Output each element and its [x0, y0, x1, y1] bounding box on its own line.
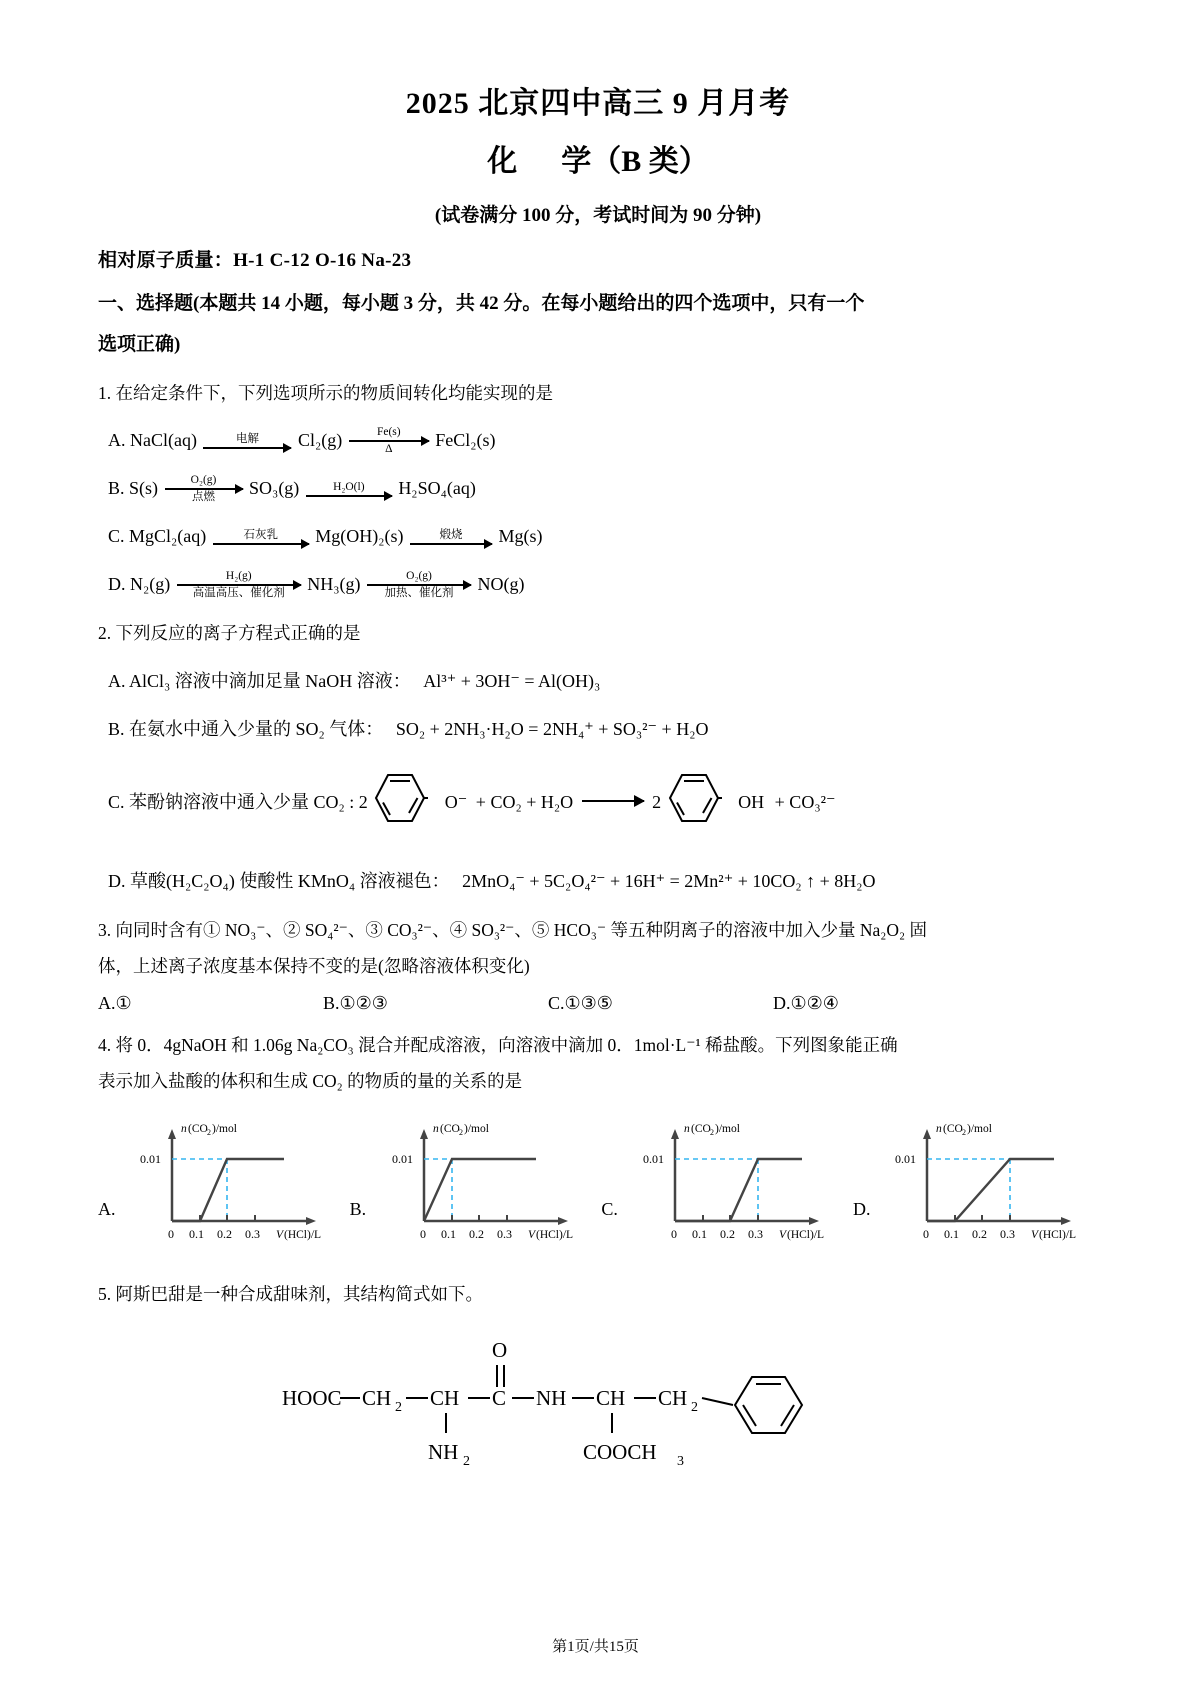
option-text: 在氨水中通入少量的 SO₂ 气体： [129, 718, 384, 739]
subject-title [98, 136, 1098, 180]
reaction-arrow-2 [367, 570, 471, 600]
svg-text:0: 0 [419, 1227, 426, 1242]
option-species-end: Mg(s) [498, 526, 543, 547]
question-1-stem [98, 376, 1098, 410]
reaction-arrow-1 [213, 529, 309, 545]
fragment-nh: NH [536, 1386, 567, 1411]
option-species-end: NO(g) [477, 574, 525, 595]
reaction-arrow-2 [410, 529, 492, 545]
chart-option-A[interactable] [98, 1116, 343, 1251]
section-heading-line1: 一、选择题(本题共 14 小题，每小题 3 分，共 42 分。在每小题给出的四个选项中，只有一个 [98, 293, 865, 314]
arrow-condition-above: O₂(g) [406, 570, 432, 583]
option-tail: + CO₃²⁻ [774, 791, 836, 812]
arrow-condition-below: 点燃 [192, 491, 216, 504]
chart-label: C. [601, 1199, 618, 1220]
option-mid-terms: + CO₂ + H₂O [475, 791, 574, 812]
option-species-start: N₂(g) [130, 574, 171, 595]
choice-text: ① [115, 992, 132, 1013]
benzene-ring-phenoxide-icon [372, 767, 428, 841]
svg-text:n: n [684, 1123, 691, 1136]
question-4-charts [98, 1116, 1098, 1251]
svg-text:)/mol: )/mol [715, 1123, 741, 1136]
question-3-choice-D[interactable] [773, 993, 998, 1014]
option-label: A. [108, 670, 126, 691]
option-equation: Al³⁺ + 3OH⁻ = Al(OH)₃ [423, 670, 601, 691]
exam-info: (试卷满分 100 分，考试时间为 90 分钟) [434, 205, 762, 226]
svg-text:2: 2 [961, 1128, 966, 1138]
question-1-number: 1. [98, 383, 112, 404]
choice-label: A. [98, 992, 116, 1013]
question-4-stem-line1 [98, 1028, 1098, 1062]
reaction-arrow-1 [177, 570, 301, 600]
question-2-number: 2. [98, 623, 112, 644]
svg-text:0.1: 0.1 [943, 1227, 959, 1242]
question-3-stem-line1 [98, 913, 1098, 947]
chart-option-D[interactable] [853, 1116, 1098, 1251]
svg-text:V: V [779, 1229, 787, 1242]
svg-text:0.2: 0.2 [971, 1227, 987, 1242]
fragment-ch-1: CH [430, 1386, 460, 1411]
svg-text:3: 3 [677, 1454, 684, 1470]
option-species-mid: Mg(OH)₂(s) [315, 526, 404, 547]
section-heading-line2: 选项正确) [98, 334, 181, 356]
option-species-mid: SO₃(g) [249, 478, 300, 499]
question-1-option-D[interactable] [108, 566, 1098, 602]
phenoxide-charge-label: O⁻ [444, 791, 468, 812]
chart-option-C[interactable] [601, 1116, 846, 1251]
svg-text:0.3: 0.3 [999, 1227, 1015, 1242]
svg-text:0.01: 0.01 [391, 1152, 413, 1167]
fragment-c-carbonyl: C [492, 1386, 507, 1411]
coefficient-right: 2 [652, 791, 662, 812]
question-3-choices [98, 993, 1098, 1014]
option-label: B. [108, 718, 125, 739]
option-text: 草酸(H₂C₂O₄) 使酸性 KMnO₄ 溶液褪色： [130, 870, 450, 891]
fragment-nh2: NH [428, 1440, 459, 1465]
option-label: B. [108, 478, 125, 499]
option-text: 苯酚钠溶液中通入少量 CO₂ : [129, 791, 355, 812]
option-equation: SO₂ + 2NH₃·H₂O = 2NH₄⁺ + SO₃²⁻ + H₂O [395, 718, 709, 739]
question-4-number: 4. [98, 1034, 112, 1055]
svg-text:0: 0 [922, 1227, 929, 1242]
question-5-number: 5. [98, 1284, 112, 1305]
fragment-o-carbonyl: O [492, 1338, 508, 1363]
question-1-option-C[interactable] [108, 518, 1098, 554]
svg-text:0.2: 0.2 [217, 1227, 232, 1242]
svg-text:(HCl)/L: (HCl)/L [1038, 1229, 1077, 1242]
arrow-condition-above: H₂(g) [225, 570, 252, 583]
phenol-hydroxyl-label: OH [738, 791, 765, 812]
question-3-choice-C[interactable] [548, 993, 773, 1014]
svg-text:)/mol: )/mol [212, 1123, 237, 1136]
subject-title-left: 化 [487, 145, 518, 178]
fragment-hooc: HOOC [282, 1386, 342, 1411]
svg-text:(CO: (CO [942, 1123, 963, 1136]
option-text: AlCl₃ 溶液中滴加足量 NaOH 溶液： [129, 670, 411, 691]
fragment-ch2-1: CH [362, 1386, 392, 1411]
option-species-start: NaCl(aq) [130, 430, 197, 451]
svg-text:)/mol: )/mol [966, 1123, 992, 1136]
question-3-stem-line2 [98, 949, 1098, 983]
option-species-end: FeCl₂(s) [435, 430, 496, 451]
question-4-text-1: 将 0．4gNaOH 和 1.06g Na₂CO₃ 混合并配成溶液，向溶液中滴加 0．1mol·L⁻¹ 稀盐酸。下列图象能正确 [115, 1034, 898, 1055]
question-5-stem [98, 1277, 1098, 1311]
option-label: C. [108, 791, 125, 812]
chart-option-B[interactable] [350, 1116, 595, 1251]
svg-text:V: V [276, 1229, 284, 1242]
option-species-mid: Cl₂(g) [297, 430, 343, 451]
svg-text:V: V [1030, 1229, 1038, 1242]
question-4-text-2: 表示加入盐酸的体积和生成 CO₂ 的物质的量的关系的是 [98, 1070, 523, 1091]
aspartame-structure-wrap [98, 1333, 1098, 1483]
svg-text:(HCl)/L: (HCl)/L [284, 1229, 322, 1242]
choice-text: ①③⑤ [564, 992, 613, 1013]
svg-text:(CO: (CO [691, 1123, 712, 1136]
svg-text:n: n [935, 1123, 942, 1136]
svg-text:)/mol: )/mol [463, 1123, 489, 1136]
choice-label: D. [773, 992, 791, 1013]
svg-text:0.01: 0.01 [894, 1152, 916, 1167]
reaction-arrow-2 [349, 426, 429, 456]
page-footer: 第1页/共15页 [552, 1639, 639, 1655]
svg-text:(HCl)/L: (HCl)/L [535, 1229, 573, 1242]
svg-text:n: n [432, 1123, 439, 1136]
reaction-arrow-2 [306, 481, 392, 497]
svg-text:V: V [527, 1229, 535, 1242]
svg-text:0.1: 0.1 [692, 1227, 708, 1242]
chart-D-svg [879, 1116, 1094, 1251]
arrow-condition-above: O₂(g) [190, 474, 217, 487]
question-2-option-C[interactable] [108, 767, 1098, 841]
reaction-arrow-icon [582, 800, 644, 802]
chart-C-svg [627, 1116, 842, 1251]
chart-label: B. [349, 1199, 367, 1220]
question-5-text: 阿斯巴甜是一种合成甜味剂，其结构简式如下。 [115, 1284, 483, 1305]
option-species-mid: NH₃(g) [307, 574, 361, 595]
question-2-option-A[interactable] [108, 663, 1098, 699]
page-content [98, 78, 1098, 1483]
coefficient-left: 2 [358, 791, 368, 812]
choice-text: ①②③ [339, 992, 388, 1013]
option-species-start: MgCl₂(aq) [129, 526, 207, 547]
svg-text:(HCl)/L: (HCl)/L [787, 1229, 825, 1242]
subject-title-right: 学（B 类） [561, 145, 709, 178]
svg-text:(CO: (CO [188, 1123, 208, 1136]
svg-text:2: 2 [458, 1128, 463, 1138]
svg-text:0.1: 0.1 [440, 1227, 456, 1242]
question-1-text: 在给定条件下，下列选项所示的物质间转化均能实现的是 [115, 383, 553, 404]
svg-text:0: 0 [671, 1227, 678, 1242]
option-label: D. [108, 870, 126, 891]
option-species-end: H₂SO₄(aq) [398, 478, 476, 499]
page-title: 2025 北京四中高三 9 月月考 [405, 87, 791, 120]
chart-B-svg [376, 1116, 591, 1251]
chart-A-svg [124, 1116, 339, 1251]
svg-text:0.01: 0.01 [140, 1152, 161, 1167]
arrow-condition-below: 高温高压、催化剂 [192, 587, 285, 600]
reaction-arrow-1 [165, 474, 243, 504]
svg-text:2: 2 [691, 1400, 698, 1416]
choice-label: B. [323, 992, 340, 1013]
option-label: A. [108, 430, 126, 451]
benzene-ring-phenol-icon [666, 767, 722, 841]
question-3-choice-A[interactable] [98, 993, 323, 1014]
svg-text:2: 2 [710, 1128, 715, 1138]
benzene-ring-icon [735, 1377, 802, 1433]
question-3-text-1: 向同时含有① NO₃⁻、② SO₄²⁻、③ CO₃²⁻、④ SO₃²⁻、⑤ HCO₃⁻ 等五种阴离子的溶液中加入少量 Na₂O₂ 固 [115, 919, 927, 940]
option-equation: 2MnO₄⁻ + 5C₂O₄²⁻ + 16H⁺ = 2Mn²⁺ + 10CO₂ ↑ + 8H₂O [462, 870, 876, 891]
question-3-text-2: 体，上述离子浓度基本保持不变的是(忽略溶液体积变化) [98, 955, 530, 976]
chart-label: A. [98, 1199, 116, 1220]
option-species-start: S(s) [129, 478, 159, 499]
question-1-option-A[interactable] [108, 422, 1098, 458]
svg-text:0.2: 0.2 [468, 1227, 484, 1242]
svg-text:0: 0 [168, 1227, 174, 1242]
svg-text:2: 2 [207, 1128, 211, 1138]
option-label: D. [108, 574, 126, 595]
question-3-number: 3. [98, 919, 112, 940]
svg-text:0.3: 0.3 [496, 1227, 512, 1242]
arrow-condition-below: 加热、催化剂 [384, 587, 454, 600]
svg-text:0.01: 0.01 [643, 1152, 665, 1167]
svg-text:2: 2 [395, 1400, 402, 1416]
svg-text:0.1: 0.1 [189, 1227, 204, 1242]
arrow-condition-above: Fe(s) [376, 426, 401, 439]
atomic-mass-line: 相对原子质量：H-1 C-12 O-16 Na-23 [98, 250, 412, 271]
arrow-condition-above: 电解 [235, 433, 259, 446]
svg-text:0.2: 0.2 [720, 1227, 736, 1242]
question-3-choice-B[interactable] [323, 993, 548, 1014]
question-4-stem-line2 [98, 1064, 1098, 1098]
question-2-option-D[interactable] [108, 863, 1098, 899]
svg-text:0.3: 0.3 [748, 1227, 764, 1242]
question-2-stem [98, 616, 1098, 650]
svg-text:n: n [181, 1123, 187, 1136]
option-label: C. [108, 526, 125, 547]
svg-text:(CO: (CO [439, 1123, 460, 1136]
question-1-option-B[interactable] [108, 470, 1098, 506]
choice-text: ①②④ [790, 992, 839, 1013]
svg-text:0.3: 0.3 [245, 1227, 260, 1242]
arrow-condition-above: H₂O(l) [333, 481, 365, 494]
fragment-ch-2: CH [596, 1386, 626, 1411]
svg-text:2: 2 [463, 1454, 470, 1470]
choice-label: C. [548, 992, 565, 1013]
chart-label: D. [852, 1199, 871, 1220]
aspartame-structural-formula [278, 1333, 918, 1483]
question-2-text: 下列反应的离子方程式正确的是 [115, 623, 361, 644]
arrow-condition-below: Δ [385, 443, 393, 456]
arrow-condition-above: 煅烧 [439, 529, 463, 542]
question-2-option-B[interactable] [108, 711, 1098, 747]
fragment-ch2-2: CH [658, 1386, 688, 1411]
arrow-condition-above: 石灰乳 [243, 529, 279, 542]
fragment-cooch3: COOCH [583, 1440, 657, 1465]
reaction-arrow-1 [203, 433, 291, 449]
